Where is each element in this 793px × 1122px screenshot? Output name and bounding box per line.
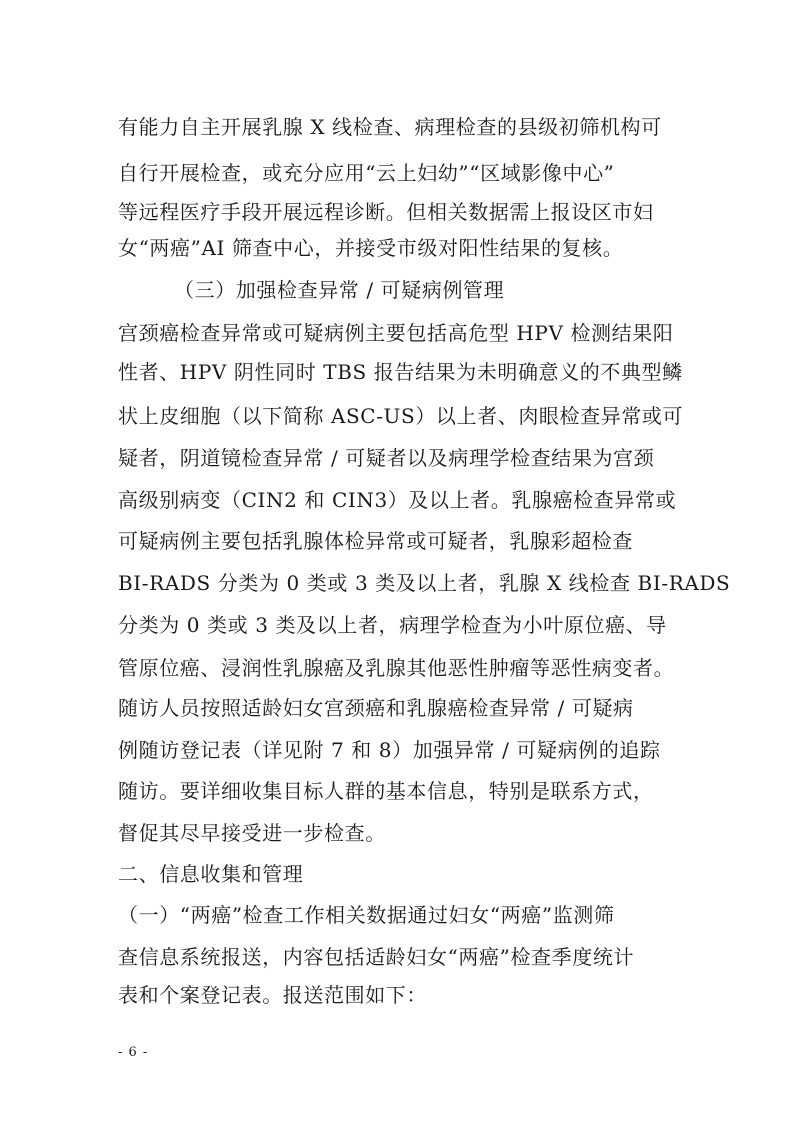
text-line: 查信息系统报送，内容包括适龄妇女“两癌”检查季度统计 bbox=[118, 945, 635, 969]
text-line: 分类为 0 类或 3 类及以上者，病理学检查为小叶原位癌、导 bbox=[118, 613, 667, 637]
text-line: 表和个案登记表。报送范围如下： bbox=[118, 983, 427, 1007]
text-line: BI-RADS 分类为 0 类或 3 类及以上者，乳腺 X 线检查 BI-RADS bbox=[118, 571, 731, 595]
text-line: 督促其尽早接受进一步检查。 bbox=[118, 821, 386, 845]
page-number: - 6 - bbox=[118, 1045, 149, 1060]
section-heading: （三）加强检查异常 / 可疑病例管理 bbox=[174, 278, 505, 302]
text-line: 宫颈癌检查异常或可疑病例主要包括高危型 HPV 检测结果阳 bbox=[118, 321, 674, 345]
text-line: 等远程医疗手段开展远程诊断。但相关数据需上报设区市妇 bbox=[118, 200, 654, 224]
text-line: 女“两癌”AI 筛查中心，并接受市级对阳性结果的复核。 bbox=[118, 236, 624, 260]
text-line: 高级别病变（CIN2 和 CIN3）及以上者。乳腺癌检查异常或 bbox=[118, 488, 677, 512]
text-line: 随访人员按照适龄妇女宫颈癌和乳腺癌检查异常 / 可疑病 bbox=[118, 696, 634, 720]
text-line: 有能力自主开展乳腺 X 线检查、病理检查的县级初筛机构可 bbox=[118, 115, 662, 139]
text-line: （一）“两癌”检查工作相关数据通过妇女“两癌”监测筛 bbox=[118, 903, 615, 927]
text-line: 管原位癌、浸润性乳腺癌及乳腺其他恶性肿瘤等恶性病变者。 bbox=[118, 656, 675, 680]
section-heading: 二、信息收集和管理 bbox=[118, 862, 304, 886]
text-line: 可疑病例主要包括乳腺体检异常或可疑者，乳腺彩超检查 bbox=[118, 529, 633, 553]
text-line: 状上皮细胞（以下简称 ASC-US）以上者、肉眼检查异常或可 bbox=[118, 404, 684, 428]
text-line: 随访。要详细收集目标人群的基本信息，特别是联系方式， bbox=[118, 779, 654, 803]
text-line: 性者、HPV 阴性同时 TBS 报告结果为未明确意义的不典型鳞 bbox=[118, 360, 683, 384]
text-line: 自行开展检查，或充分应用“云上妇幼”“区域影像中心” bbox=[118, 161, 615, 185]
text-line: 疑者，阴道镜检查异常 / 可疑者以及病理学检查结果为宫颈 bbox=[118, 446, 655, 470]
text-line: 例随访登记表（详见附 7 和 8）加强异常 / 可疑病例的追踪 bbox=[118, 738, 661, 762]
